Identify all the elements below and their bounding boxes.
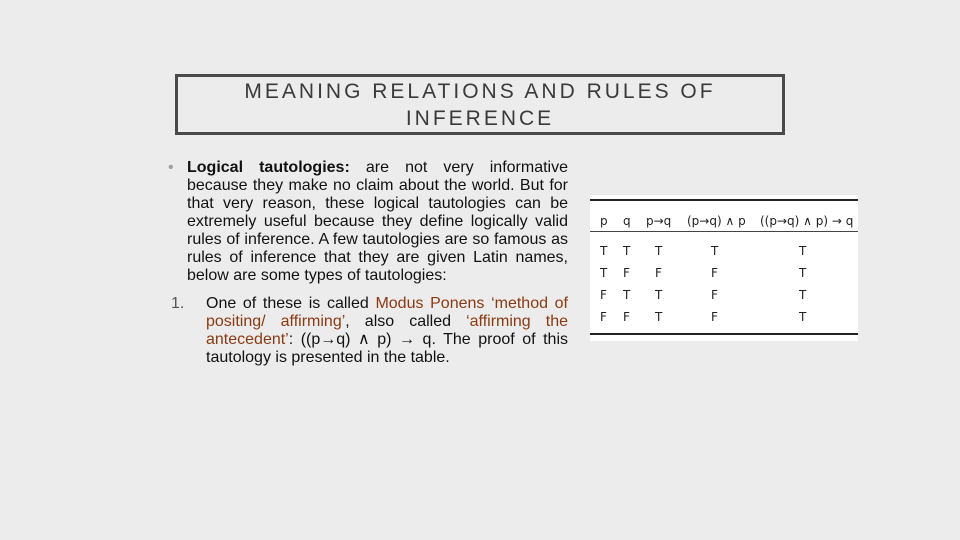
affirming-antecedent-term: ‘affirming the antecedent’	[206, 313, 569, 348]
table-cell: T	[799, 288, 807, 302]
table-cell: F	[711, 266, 718, 280]
numbered-text-b: , also called	[345, 313, 467, 330]
table-cell: T	[711, 244, 719, 258]
table-cell: F	[655, 266, 662, 280]
table-header-cell: p→q	[646, 214, 672, 228]
table-cell: F	[600, 288, 607, 302]
page-title-line-1: MEANING RELATIONS AND RULES OF	[244, 79, 716, 103]
bullet-text: are not very informative because they make no claim about the world. But for that very reason, these logical tautologies can be extremely useful because they define logically valid rules of inference. A few tautologies are so famous as rules of inference that they are given Latin names, below are some types of tautologies:	[187, 159, 569, 284]
table-header-cell: (p→q) ∧ p	[687, 214, 746, 228]
table-cell: F	[623, 310, 630, 324]
table-header-cell: p	[600, 214, 608, 228]
table-cell: T	[655, 288, 663, 302]
table-cell: T	[799, 244, 807, 258]
body-text	[168, 159, 568, 367]
table-header-cell: ((p→q) ∧ p) → q	[760, 214, 854, 228]
truth-table	[590, 195, 858, 341]
bullet-paragraph	[168, 159, 568, 285]
table-cell: T	[799, 266, 807, 280]
numbered-text-a: One of these is called	[206, 295, 376, 312]
table-cell: T	[623, 244, 631, 258]
bullet-term: Logical tautologies:	[187, 159, 350, 176]
numbered-paragraph	[168, 295, 568, 367]
table-cell: T	[655, 310, 663, 324]
table-cell: T	[600, 266, 608, 280]
table-cell: F	[711, 288, 718, 302]
table-cell: T	[623, 288, 631, 302]
table-cell: T	[600, 244, 608, 258]
table-cell: F	[711, 310, 718, 324]
modus-ponens-term: Modus Ponens ‘method of positing/ affirming’	[206, 295, 569, 330]
table-cell: F	[600, 310, 607, 324]
title-box	[175, 74, 785, 135]
table-bottom-rule	[590, 333, 858, 335]
table-cell: F	[623, 266, 630, 280]
list-number: 1.	[171, 295, 185, 312]
table-top-rule	[590, 199, 858, 201]
table-cell: T	[799, 310, 807, 324]
bullet-dot-icon: •	[168, 159, 174, 176]
table-cell: T	[655, 244, 663, 258]
numbered-text-c: : ((p→q) ∧ p) → q. The proof of this tautology is presented in the table.	[206, 331, 568, 366]
page-title-line-2: INFERENCE	[405, 106, 555, 130]
table-header-rule	[590, 231, 858, 232]
table-header-cell: q	[623, 214, 631, 228]
